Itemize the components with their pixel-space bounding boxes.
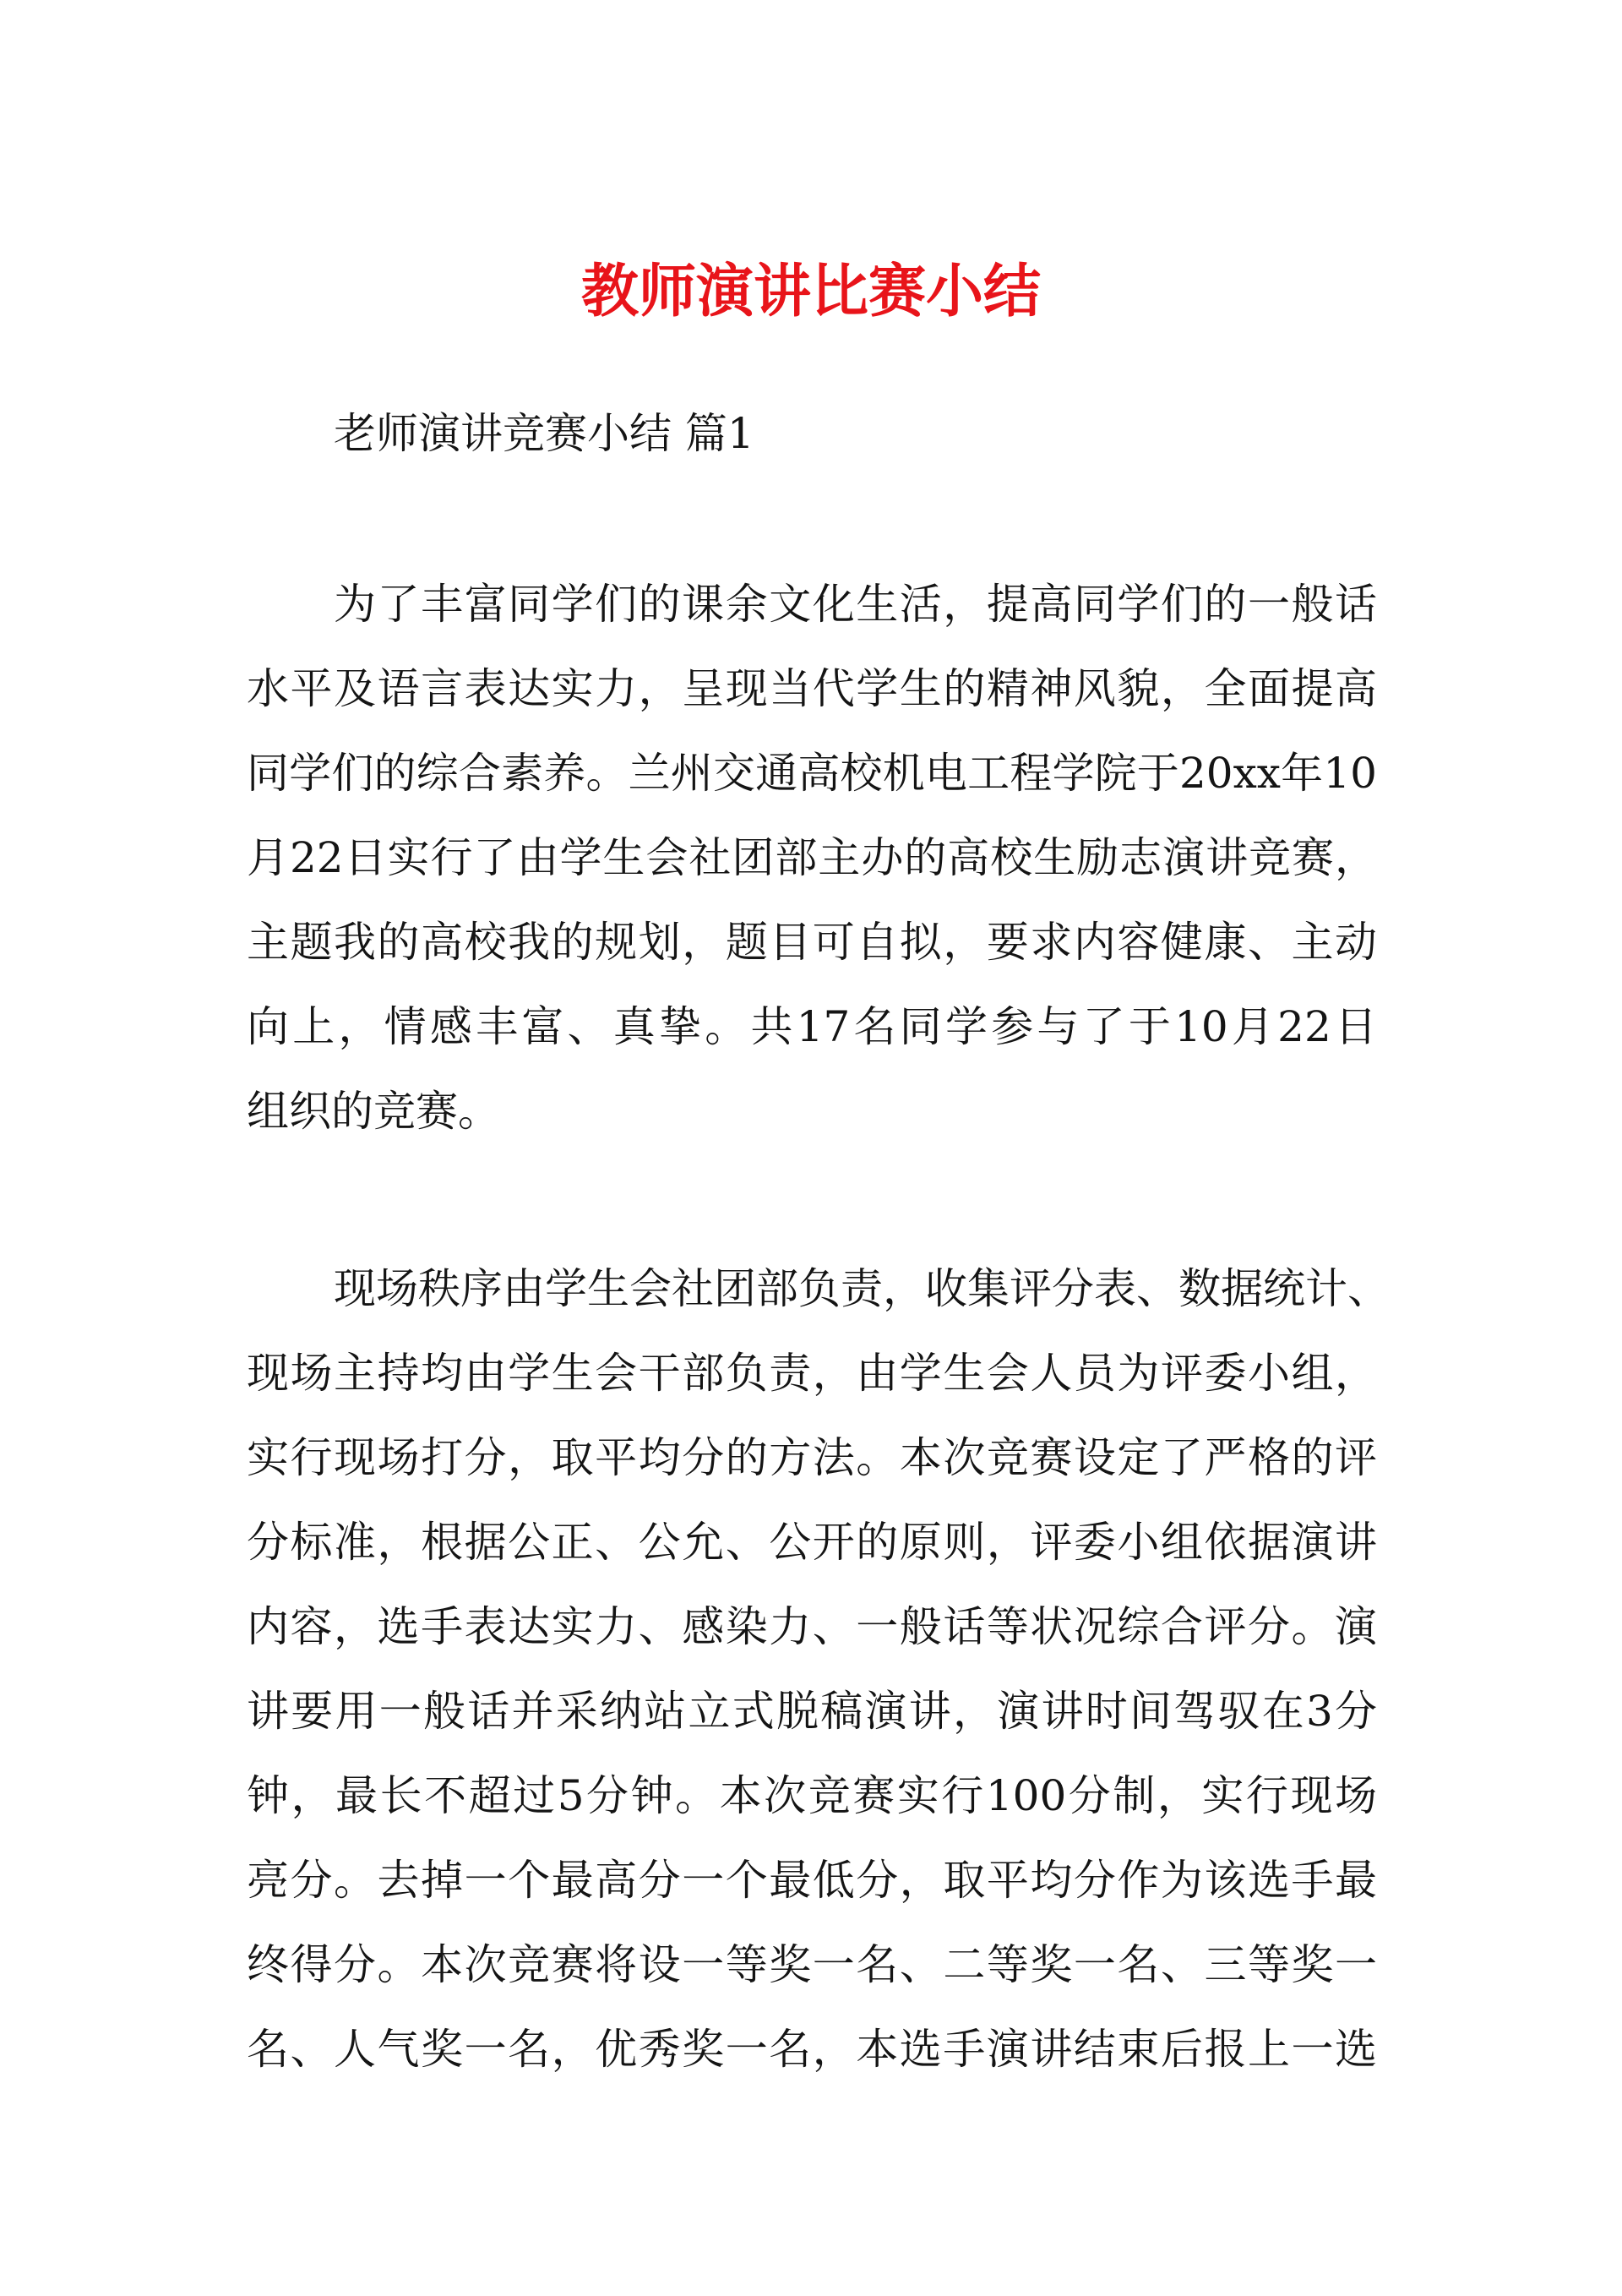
paragraph-line: 亮分。去掉一个最高分一个最低分，取平均分作为该选手最: [247, 1856, 1377, 1905]
paragraph-line: 现场秩序由学生会社团部负责，收集评分表、数据统计、: [334, 1264, 1390, 1313]
paragraph-line: 钟，最长不超过5分钟。本次竞赛实行100分制，实行现场: [247, 1771, 1377, 1820]
paragraph-line: 内容，选手表达实力、感染力、一般话等状况综合评分。演: [247, 1602, 1377, 1651]
paragraph-line: 同学们的综合素养。兰州交通高校机电工程学院于20xx年10: [247, 749, 1377, 798]
paragraph-line: 分标准，根据公正、公允、公开的原则，评委小组依据演讲: [247, 1518, 1377, 1567]
paragraph-1: [247, 562, 1377, 1153]
paragraph-line: 向上，情感丰富、真挚。共17名同学参与了于10月22日: [247, 1002, 1377, 1051]
paragraph-2: [247, 1246, 1390, 2091]
paragraph-line: 为了丰富同学们的课余文化生活，提高同学们的一般话: [334, 580, 1377, 629]
paragraph-line: 实行现场打分，取平均分的方法。本次竞赛设定了严格的评: [247, 1433, 1377, 1482]
paragraph-line: 水平及语言表达实力，呈现当代学生的精神风貌，全面提高: [247, 664, 1377, 713]
paragraph-line: 名、人气奖一名，优秀奖一名，本选手演讲结束后报上一选: [247, 2025, 1377, 2074]
document-title: 教师演讲比赛小结: [580, 258, 1041, 325]
paragraph-line: 主题我的高校我的规划，题目可自拟，要求内容健康、主动: [247, 918, 1377, 967]
paragraph-line: 讲要用一般话并采纳站立式脱稿演讲，演讲时间驾驭在3分: [247, 1687, 1377, 1736]
section-heading: 老师演讲竞赛小结 篇1: [334, 409, 754, 458]
paragraph-line: 现场主持均由学生会干部负责，由学生会人员为评委小组，: [247, 1349, 1377, 1398]
paragraph-line: 组织的竞赛。: [247, 1087, 500, 1136]
paragraph-line: 终得分。本次竞赛将设一等奖一名、二等奖一名、三等奖一: [247, 1940, 1377, 1989]
paragraph-line: 月22日实行了由学生会社团部主办的高校生励志演讲竞赛，: [247, 833, 1377, 882]
